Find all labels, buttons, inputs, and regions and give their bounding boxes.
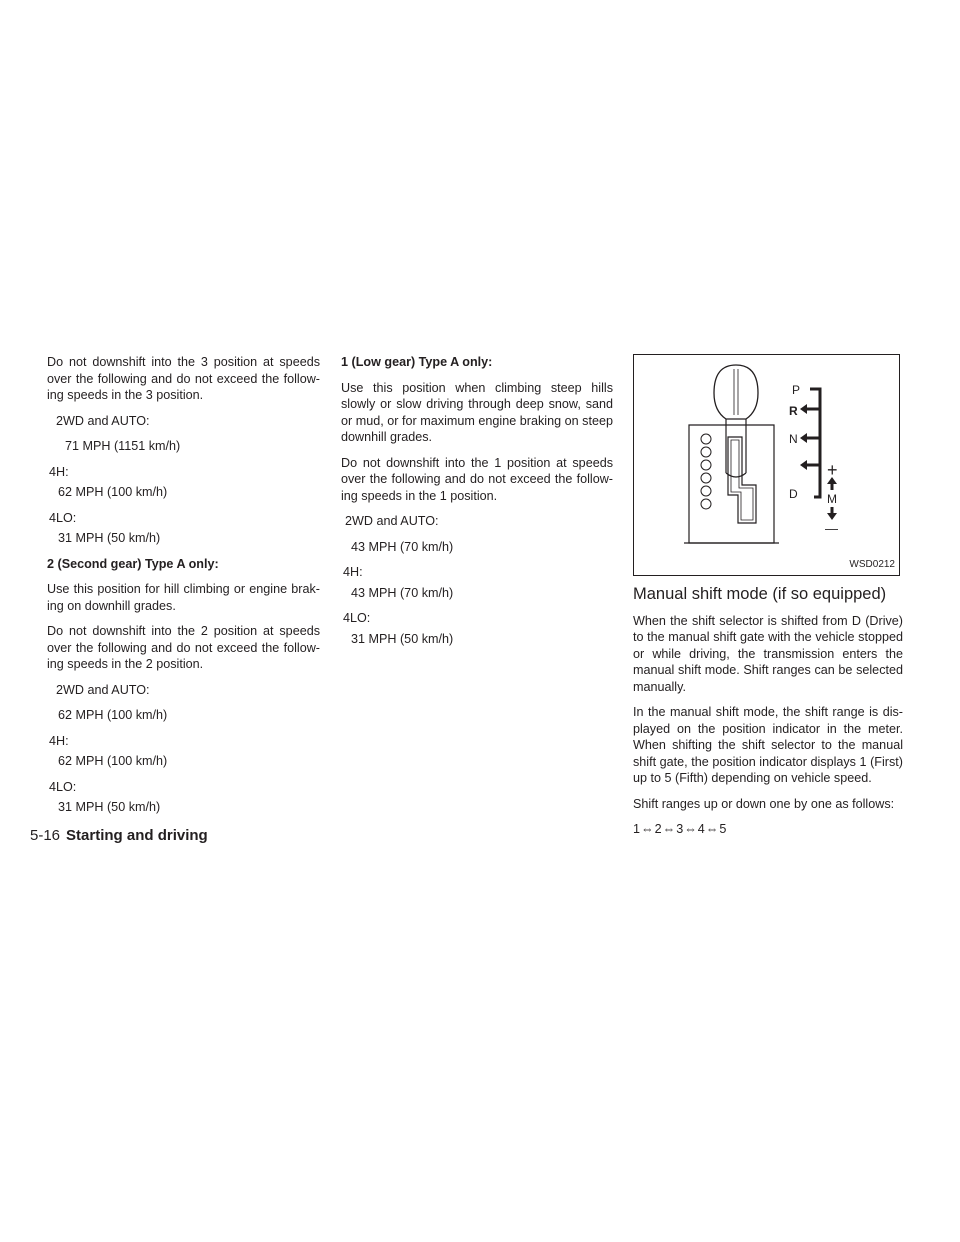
label-m: M [827, 492, 837, 506]
manual-para-1: When the shift selector is shifted from D (Drive) to the manual shift gate with the vehicle stopped or while driving, the transmission enters the manual shift mode. Shift ranges can be selected manually. [633, 613, 903, 694]
third-4h-label: 4H: [49, 464, 69, 479]
first-2wd-speed: 43 MPH (70 km/h) [351, 539, 454, 554]
third-intro: Do not downshift into the 3 position at speeds over the following and do not exceed the follow-ing speeds in the 3 position. [47, 355, 320, 402]
label-r: R [789, 404, 798, 418]
label-p: P [792, 383, 801, 397]
manual-para-3: Shift ranges up or down one by one as follows: [633, 796, 895, 811]
shift-pattern-bracket [810, 389, 820, 497]
second-intro: Do not downshift into the 2 position at speeds over the following and do not exceed the follow-ing speeds in the 2 position. [47, 624, 320, 671]
shift-selector-figure [633, 354, 900, 576]
first-intro: Do not downshift into the 1 position at speeds over the following and do not exceed the follow-ing speeds in the 1 position. [341, 455, 613, 503]
label-d: D [789, 487, 798, 501]
indicator-circle [701, 434, 711, 444]
section-title: Manual shift mode (if so equipped) [633, 585, 887, 603]
gate-plate [689, 425, 774, 543]
column-left [47, 354, 320, 825]
third-4lo-label: 4LO: [49, 510, 77, 525]
second-2wd-speed: 62 MPH (100 km/h) [58, 708, 168, 722]
first-2wd-label: 2WD and AUTO: [345, 514, 439, 528]
arrow-down-head [827, 513, 837, 520]
first-4lo-label: 4LO: [343, 611, 371, 625]
third-4lo-speed: 31 MPH (50 km/h) [58, 531, 161, 545]
second-4h-label: 4H: [49, 733, 69, 748]
indicator-circle [701, 460, 711, 470]
first-4lo-speed: 31 MPH (50 km/h) [351, 631, 454, 646]
gate-slot [728, 437, 756, 523]
first-4h-speed: 43 MPH (70 km/h) [351, 585, 454, 600]
indicator-circle [701, 499, 711, 509]
lever-shaft [726, 415, 746, 473]
first-use: Use this position when climbing steep hills slowly or slow driving through deep snow, sand or mud, or for maximum engine braking on steep downhill grades. [341, 380, 613, 444]
second-4lo-speed: 31 MPH (50 km/h) [58, 800, 161, 814]
indicator-circle [701, 486, 711, 496]
arrow-r-head [800, 404, 807, 414]
indicator-circle [701, 473, 711, 483]
label-minus: — [825, 521, 838, 536]
third-2wd-speed: 71 MPH (1151 km/h) [65, 439, 181, 453]
manual-para-2: In the manual shift mode, the shift range is dis-played on the position indicator in the meter. When shifting the shift selector to the manual shift gate, the position indicator displays 1 (First) up to 5 (Fifth) depending on vehicle speed. [633, 705, 903, 785]
page-number: 5-16 [30, 827, 61, 844]
page-footer [30, 827, 208, 844]
second-4lo-label: 4LO: [49, 779, 77, 794]
second-gear-heading: 2 (Second gear) Type A only: [47, 556, 219, 571]
chapter-title: Starting and driving [66, 827, 208, 844]
shift-knob [714, 365, 758, 419]
arrow-d-head [800, 460, 807, 470]
first-4h-label: 4H: [343, 565, 363, 579]
lever-shaft-bottom [726, 473, 746, 477]
shift-lever-illustration [634, 355, 899, 575]
shift-sequence: 1⇔2⇔3⇔4⇔5 [633, 822, 728, 836]
second-use: Use this position for hill climbing or engine brak-ing on downhill grades. [47, 582, 320, 613]
third-2wd-label: 2WD and AUTO: [56, 413, 150, 428]
second-2wd-label: 2WD and AUTO: [56, 682, 150, 697]
arrow-n-head [800, 433, 807, 443]
figure-code: WSD0212 [849, 558, 895, 570]
second-4h-speed: 62 MPH (100 km/h) [58, 754, 168, 768]
label-n: N [789, 432, 798, 446]
label-plus: + [827, 460, 838, 480]
column-right [633, 354, 903, 847]
third-4h-speed: 62 MPH (100 km/h) [58, 485, 168, 499]
first-gear-heading: 1 (Low gear) Type A only: [341, 355, 493, 369]
column-middle [341, 354, 613, 656]
indicator-circle [701, 447, 711, 457]
